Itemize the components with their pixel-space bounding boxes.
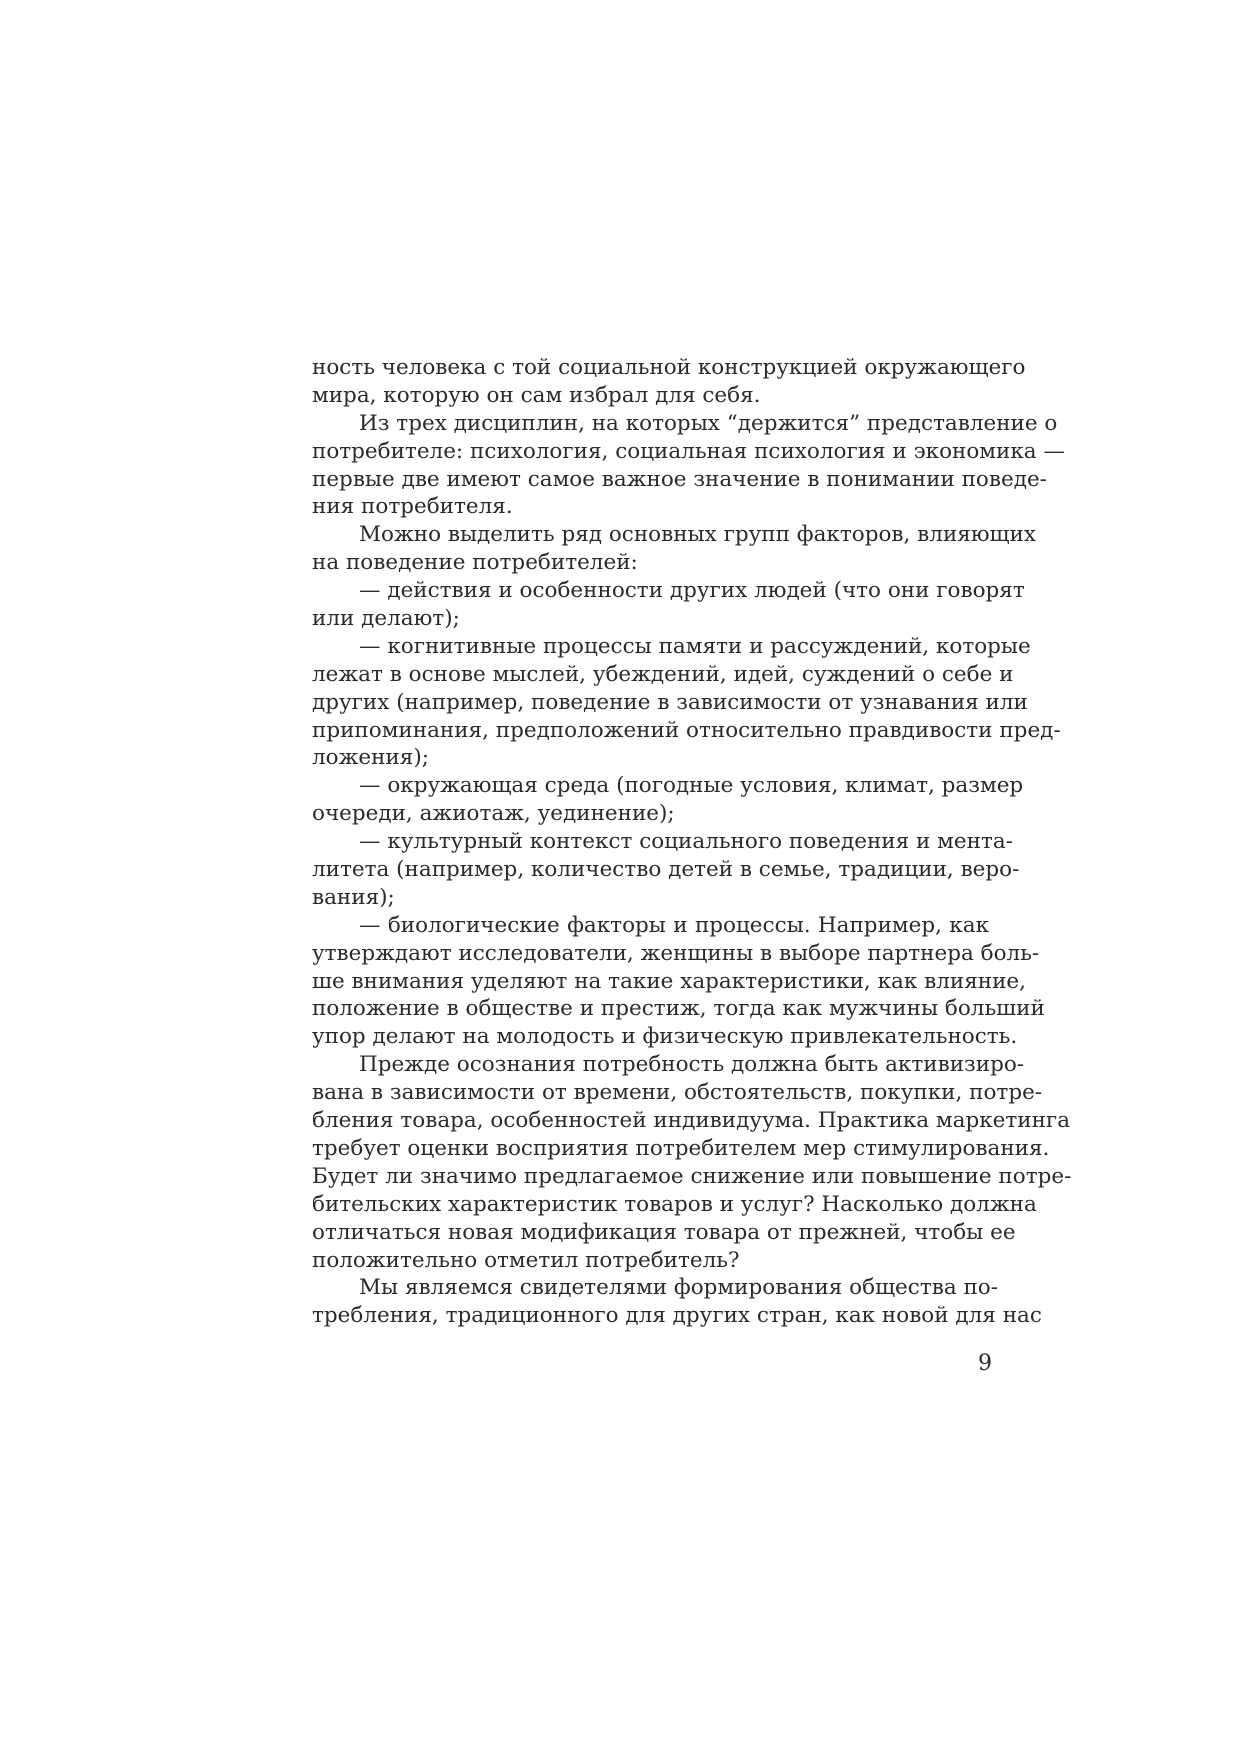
text-line: вана в зависимости от времени, обстоятельств, покупки, потре- xyxy=(312,1080,1043,1106)
text-line: ность человека с той социальной конструкцией окружающего xyxy=(312,355,1026,380)
text-line: припоминания, предположений относительно правдивости пред- xyxy=(312,717,1061,743)
text-line: вания); xyxy=(312,884,395,910)
text-line: требления, традиционного для других стран, как новой для нас xyxy=(312,1303,1042,1329)
text-line: мира, которую он сам избрал для себя. xyxy=(312,382,761,408)
text-line: положение в обществе и престиж, тогда как мужчины больший xyxy=(312,996,1045,1022)
text-line: литета (например, количество детей в семье, традиции, веро- xyxy=(312,857,1020,883)
text-line: — биологические факторы и процессы. Например, как xyxy=(359,912,989,938)
text-line: Мы являемся свидетелями формирования общества по- xyxy=(359,1275,999,1301)
text-line: ше внимания уделяют на такие характеристики, как влияние, xyxy=(312,968,1026,994)
text-line: других (например, поведение в зависимости от узнавания или xyxy=(312,689,1028,715)
text-line: — окружающая среда (погодные условия, климат, размер xyxy=(359,773,1024,799)
text-line: или делают); xyxy=(312,606,460,632)
text-line: — когнитивные процессы памяти и рассуждений, которые xyxy=(359,633,1031,659)
page-number: 9 xyxy=(978,1351,992,1376)
text-line: — действия и особенности других людей (что они говорят xyxy=(359,578,1025,604)
text-line: положительно отметил потребитель? xyxy=(312,1247,740,1273)
text-line: бительских характеристик товаров и услуг? Насколько должна xyxy=(312,1191,1037,1217)
text-line: Прежде осознания потребность должна быть активизиро- xyxy=(359,1052,1025,1078)
text-line: очереди, ажиотаж, уединение); xyxy=(312,801,675,827)
text-line: требует оценки восприятия потребителем мер стимулирования. xyxy=(312,1135,1050,1161)
text-line: бления товара, особенностей индивидуума. Практика маркетинга xyxy=(312,1108,1071,1134)
text-line: лежат в основе мыслей, убеждений, идей, суждений о себе и xyxy=(312,661,1014,687)
body-text xyxy=(312,354,1072,1330)
text-line: Из трех дисциплин, на которых “держится” представление о xyxy=(359,410,1058,436)
text-line: потребителе: психология, социальная психология и экономика — xyxy=(312,438,1065,464)
text-line: на поведение потребителей: xyxy=(312,550,638,576)
text-line: отличаться новая модификация товара от прежней, чтобы ее xyxy=(312,1219,1016,1245)
text-line: утверждают исследователи, женщины в выборе партнера боль- xyxy=(312,940,1040,966)
text-line: упор делают на молодость и физическую привлекательность. xyxy=(312,1024,1018,1050)
text-line: первые две имеют самое важное значение в понимании поведе- xyxy=(312,466,1047,492)
text-line: — культурный контекст социального поведения и мента- xyxy=(359,829,1013,855)
text-line: ложения); xyxy=(312,745,429,771)
text-line: Можно выделить ряд основных групп факторов, влияющих xyxy=(359,522,1036,548)
text-line: ния потребителя. xyxy=(312,494,513,520)
text-line: Будет ли значимо предлагаемое снижение или повышение потре- xyxy=(312,1163,1072,1189)
